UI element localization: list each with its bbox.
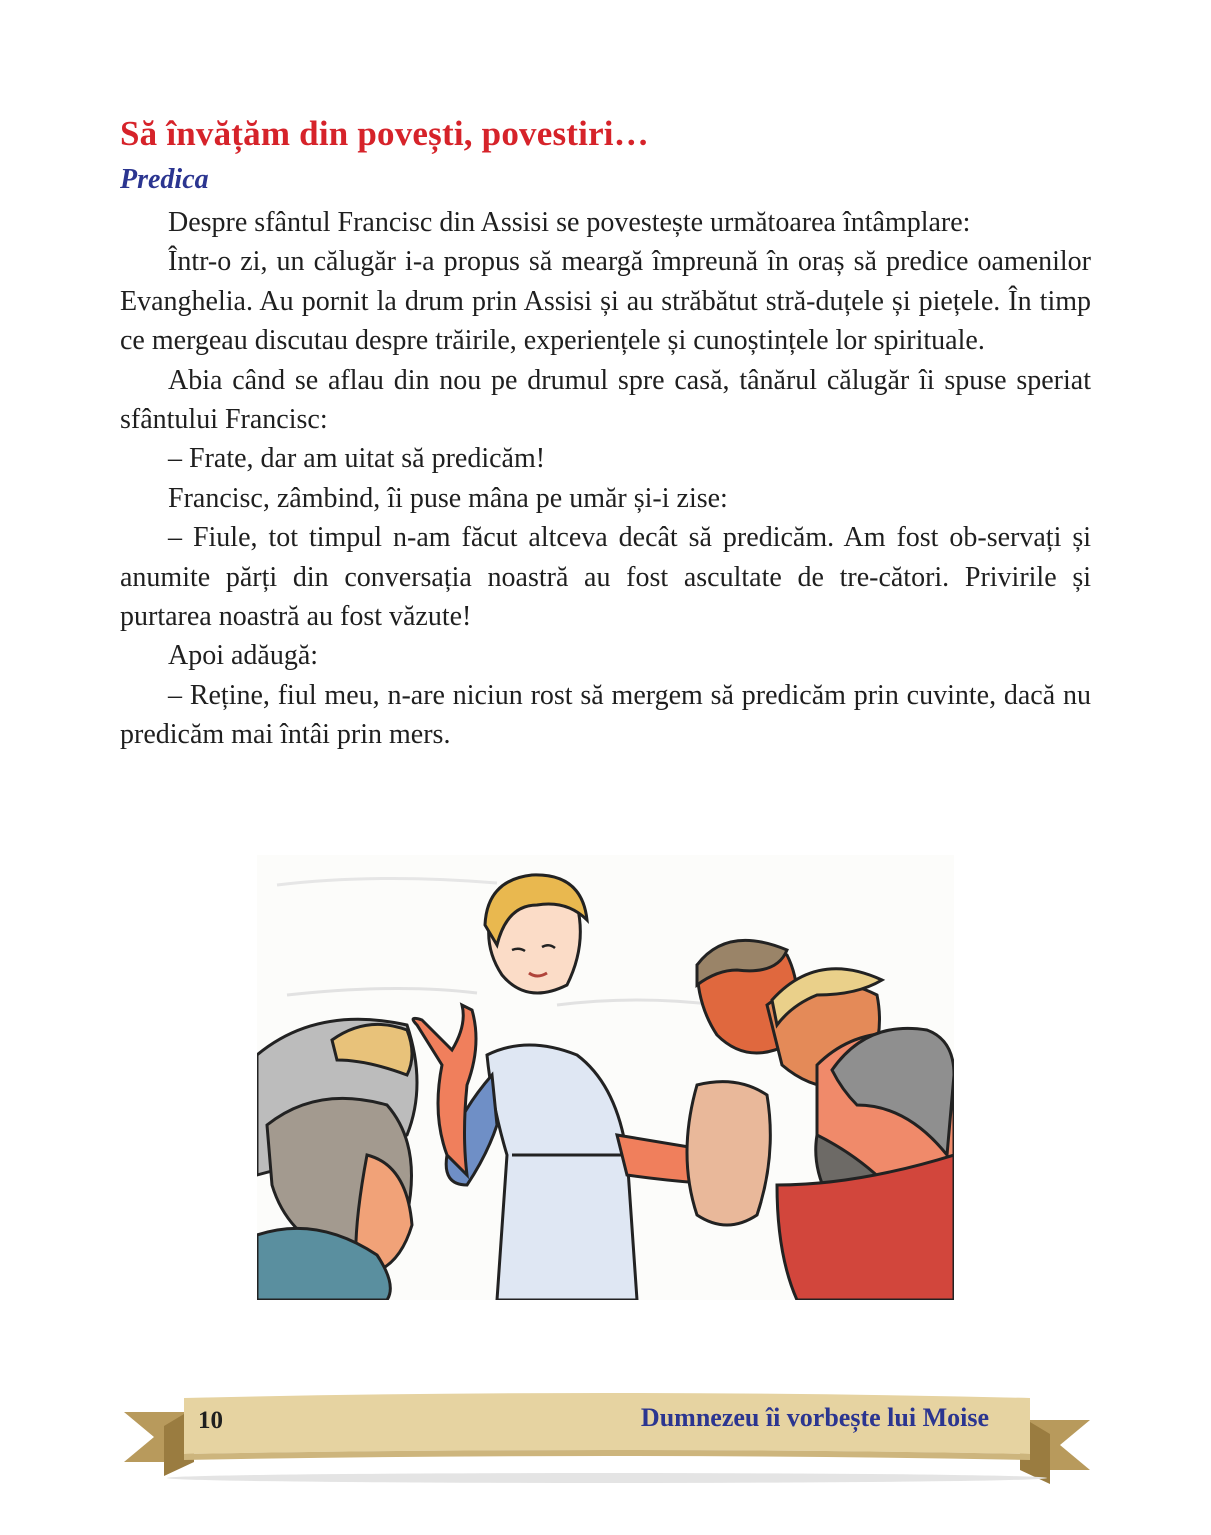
paragraph: Francisc, zâmbind, îi puse mâna pe umăr și-i zise:: [168, 482, 728, 514]
page-heading: Să învățăm din povești, povestiri…: [120, 114, 649, 153]
page-number: 10: [198, 1407, 223, 1434]
dialogue-line: – Fiule, tot timpul n-am făcut altceva decât să predicăm. Am fost ob-servați și anumite părți din conversația noastră au fost ascultate de tre-cători. Privirile și purtarea noastră au fost văzute!: [120, 522, 1091, 633]
paragraph: Într-o zi, un călugăr i-a propus să meargă împreună în oraș să predice oamenilor Evanghelia. Au pornit la drum prin Assisi și au străbătut stră-duțele și piețele. În timp ce mergeau discutau despre trăirile, experiențele și cunoștințele lor spirituale.: [120, 246, 1091, 357]
paragraph: Abia când se aflau din nou pe drumul spre casă, tânărul călugăr îi spuse speriat sfântului Francisc:: [120, 364, 1091, 436]
dialogue-line: – Reține, fiul meu, n-are niciun rost să mergem să predicăm prin cuvinte, dacă nu predicăm mai întâi prin mers.: [120, 679, 1091, 751]
paragraph: Apoi adăugă:: [168, 640, 319, 672]
story-text: [120, 203, 1091, 755]
chapter-title: Dumnezeu îi vorbește lui Moise: [640, 1403, 989, 1432]
story-title: Predica: [120, 164, 209, 195]
dialogue-line: – Frate, dar am uitat să predicăm!: [168, 443, 546, 475]
paragraph: Despre sfântul Francisc din Assisi se povestește următoarea întâmplare:: [168, 207, 971, 238]
story-illustration: [257, 855, 954, 1300]
